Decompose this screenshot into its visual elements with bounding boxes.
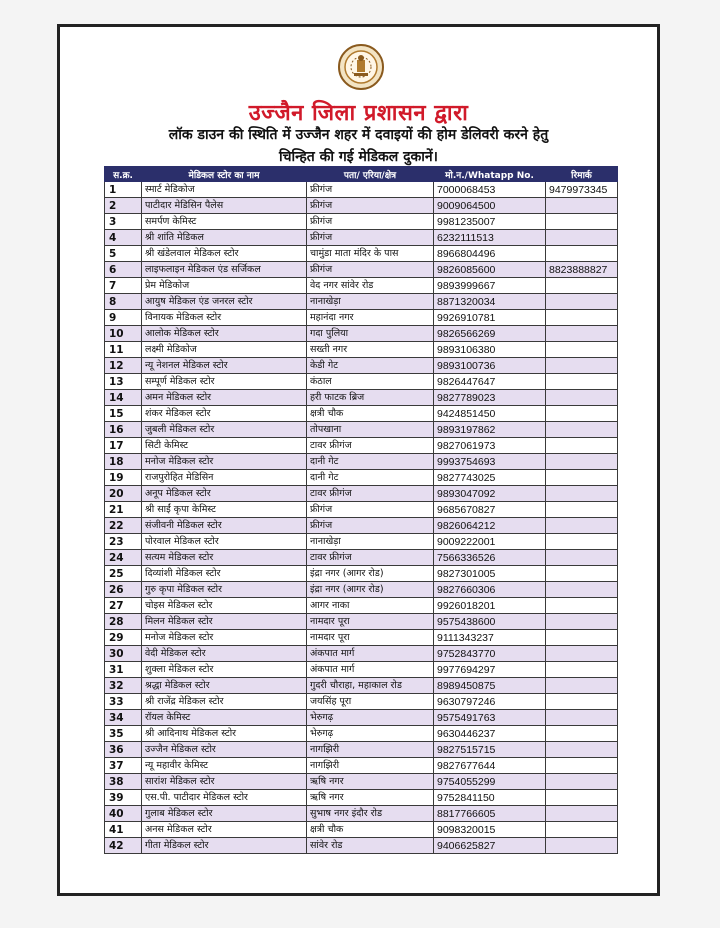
phone-cell: 9111343237: [434, 630, 546, 646]
phone-cell: 9926910781: [434, 310, 546, 326]
area-cell: चामुंडा माता मंदिर के पास: [307, 246, 434, 262]
col-header-serial: स.क्र.: [105, 167, 142, 182]
serial-cell: 24: [105, 550, 142, 566]
store-name-cell: स्मार्ट मेडिकोज: [142, 182, 307, 198]
area-cell: टावर फ्रीगंज: [307, 486, 434, 502]
remark-cell: [546, 422, 618, 438]
phone-cell: 9685670827: [434, 502, 546, 518]
area-cell: इंद्रा नगर (आगर रोड): [307, 566, 434, 582]
serial-cell: 35: [105, 726, 142, 742]
phone-cell: 9630446237: [434, 726, 546, 742]
store-name-cell: लक्ष्मी मेडिकोज: [142, 342, 307, 358]
area-cell: फ्रीगंज: [307, 182, 434, 198]
table-row: [105, 406, 618, 422]
state-emblem-icon: [337, 43, 385, 91]
area-cell: क्षत्री चौक: [307, 822, 434, 838]
remark-cell: [546, 278, 618, 294]
phone-cell: 9826447647: [434, 374, 546, 390]
phone-cell: 9893106380: [434, 342, 546, 358]
phone-cell: 9575491763: [434, 710, 546, 726]
serial-cell: 8: [105, 294, 142, 310]
remark-cell: [546, 486, 618, 502]
area-cell: कंठाल: [307, 374, 434, 390]
table-row: [105, 822, 618, 838]
area-cell: नामदार पूरा: [307, 614, 434, 630]
serial-cell: 37: [105, 758, 142, 774]
serial-cell: 22: [105, 518, 142, 534]
serial-cell: 28: [105, 614, 142, 630]
phone-cell: 9009064500: [434, 198, 546, 214]
phone-cell: 8966804496: [434, 246, 546, 262]
area-cell: फ्रीगंज: [307, 518, 434, 534]
area-cell: टावर फ्रीगंज: [307, 438, 434, 454]
phone-cell: 9827061973: [434, 438, 546, 454]
remark-cell: [546, 438, 618, 454]
remark-cell: [546, 550, 618, 566]
store-name-cell: अनस मेडिकल स्टोर: [142, 822, 307, 838]
table-row: [105, 310, 618, 326]
serial-cell: 10: [105, 326, 142, 342]
area-cell: भेरुगढ़: [307, 726, 434, 742]
remark-cell: [546, 710, 618, 726]
remark-cell: [546, 198, 618, 214]
serial-cell: 23: [105, 534, 142, 550]
store-name-cell: आयुष मेडिकल एंड जनरल स्टोर: [142, 294, 307, 310]
area-cell: दानी गेट: [307, 470, 434, 486]
area-cell: महानंदा नगर: [307, 310, 434, 326]
table-row: [105, 454, 618, 470]
phone-cell: 8871320034: [434, 294, 546, 310]
remark-cell: [546, 694, 618, 710]
serial-cell: 1: [105, 182, 142, 198]
remark-cell: [546, 470, 618, 486]
table-row: [105, 806, 618, 822]
remark-cell: [546, 598, 618, 614]
serial-cell: 41: [105, 822, 142, 838]
table-row: [105, 790, 618, 806]
store-name-cell: सम्पूर्ण मेडिकल स्टोर: [142, 374, 307, 390]
table-row: [105, 422, 618, 438]
remark-cell: [546, 406, 618, 422]
table-row: [105, 758, 618, 774]
table-row: [105, 630, 618, 646]
remark-cell: [546, 294, 618, 310]
phone-cell: 9893100736: [434, 358, 546, 374]
remark-cell: [546, 838, 618, 854]
table-row: [105, 438, 618, 454]
phone-cell: 9752843770: [434, 646, 546, 662]
serial-cell: 6: [105, 262, 142, 278]
table-row: [105, 390, 618, 406]
area-cell: दानी गेट: [307, 454, 434, 470]
store-name-cell: दिव्यांशी मेडिकल स्टोर: [142, 566, 307, 582]
store-name-cell: श्री खंडेलवाल मेडिकल स्टोर: [142, 246, 307, 262]
area-cell: नामदार पूरा: [307, 630, 434, 646]
store-name-cell: गीता मेडिकल स्टोर: [142, 838, 307, 854]
area-cell: भेरुगढ़: [307, 710, 434, 726]
area-cell: नागझिरी: [307, 742, 434, 758]
serial-cell: 19: [105, 470, 142, 486]
remark-cell: [546, 630, 618, 646]
phone-cell: 9575438600: [434, 614, 546, 630]
phone-cell: 6232111513: [434, 230, 546, 246]
store-name-cell: लाइफलाइन मेडिकल एंड सर्जिकल: [142, 262, 307, 278]
table-row: [105, 486, 618, 502]
serial-cell: 42: [105, 838, 142, 854]
store-name-cell: सारांश मेडिकल स्टोर: [142, 774, 307, 790]
serial-cell: 5: [105, 246, 142, 262]
area-cell: अंकपात मार्ग: [307, 646, 434, 662]
table-body: [105, 182, 618, 854]
area-cell: सख्ती नगर: [307, 342, 434, 358]
store-name-cell: चोइस मेडिकल स्टोर: [142, 598, 307, 614]
remark-cell: [546, 342, 618, 358]
store-name-cell: न्यू महावीर केमिस्ट: [142, 758, 307, 774]
store-name-cell: आलोक मेडिकल स्टोर: [142, 326, 307, 342]
remark-cell: [546, 806, 618, 822]
area-cell: आगर नाका: [307, 598, 434, 614]
remark-cell: [546, 758, 618, 774]
area-cell: ऋषि नगर: [307, 774, 434, 790]
table-row: [105, 566, 618, 582]
col-header-area: पता/ एरिया/क्षेत्र: [307, 167, 434, 182]
serial-cell: 4: [105, 230, 142, 246]
remark-cell: 9479973345: [546, 182, 618, 198]
serial-cell: 13: [105, 374, 142, 390]
remark-cell: 8823888827: [546, 262, 618, 278]
remark-cell: [546, 358, 618, 374]
table-row: [105, 614, 618, 630]
area-cell: गदा पुलिया: [307, 326, 434, 342]
area-cell: वेद नगर सांवेर रोड: [307, 278, 434, 294]
serial-cell: 39: [105, 790, 142, 806]
area-cell: ऋषि नगर: [307, 790, 434, 806]
table-row: [105, 374, 618, 390]
remark-cell: [546, 790, 618, 806]
store-name-cell: शुक्ला मेडिकल स्टोर: [142, 662, 307, 678]
store-name-cell: रॉयल केमिस्ट: [142, 710, 307, 726]
area-cell: फ्रीगंज: [307, 230, 434, 246]
phone-cell: 9827301005: [434, 566, 546, 582]
serial-cell: 18: [105, 454, 142, 470]
table-row: [105, 678, 618, 694]
subtitle-line-2: चिन्हित की गई मेडिकल दुकानें।: [279, 149, 438, 165]
store-name-cell: श्री आदिनाथ मेडिकल स्टोर: [142, 726, 307, 742]
remark-cell: [546, 454, 618, 470]
phone-cell: 9893197862: [434, 422, 546, 438]
table-row: [105, 342, 618, 358]
col-header-phone: मो.न./Whatapp No.: [434, 167, 546, 182]
store-name-cell: शंकर मेडिकल स्टोर: [142, 406, 307, 422]
table-row: [105, 518, 618, 534]
store-name-cell: प्रेम मेडिकोज: [142, 278, 307, 294]
remark-cell: [546, 582, 618, 598]
table-row: [105, 230, 618, 246]
table-row: [105, 326, 618, 342]
store-name-cell: गुलाब मेडिकल स्टोर: [142, 806, 307, 822]
remark-cell: [546, 662, 618, 678]
area-cell: क्षत्री चौक: [307, 406, 434, 422]
store-name-cell: मनोज मेडिकल स्टोर: [142, 454, 307, 470]
serial-cell: 11: [105, 342, 142, 358]
table-row: [105, 502, 618, 518]
remark-cell: [546, 214, 618, 230]
remark-cell: [546, 518, 618, 534]
phone-cell: 7566336526: [434, 550, 546, 566]
phone-cell: 9827789023: [434, 390, 546, 406]
store-name-cell: श्रद्धा मेडिकल स्टोर: [142, 678, 307, 694]
phone-cell: 7000068453: [434, 182, 546, 198]
store-name-cell: श्री राजेंद्र मेडिकल स्टोर: [142, 694, 307, 710]
remark-cell: [546, 822, 618, 838]
table-row: [105, 726, 618, 742]
remark-cell: [546, 246, 618, 262]
col-header-store-name: मेडिकल स्टोर का नाम: [142, 167, 307, 182]
area-cell: अंकपात मार्ग: [307, 662, 434, 678]
table-row: [105, 198, 618, 214]
serial-cell: 20: [105, 486, 142, 502]
area-cell: तोपखाना: [307, 422, 434, 438]
store-name-cell: गुरु कृपा मेडिकल स्टोर: [142, 582, 307, 598]
phone-cell: 9009222001: [434, 534, 546, 550]
table-row: [105, 214, 618, 230]
table-row: [105, 662, 618, 678]
phone-cell: 9977694297: [434, 662, 546, 678]
area-cell: जयसिंह पूरा: [307, 694, 434, 710]
remark-cell: [546, 646, 618, 662]
area-cell: गुदरी चौराहा, महाकाल रोड: [307, 678, 434, 694]
area-cell: नागझिरी: [307, 758, 434, 774]
serial-cell: 15: [105, 406, 142, 422]
remark-cell: [546, 326, 618, 342]
serial-cell: 14: [105, 390, 142, 406]
remark-cell: [546, 678, 618, 694]
store-name-cell: मिलन मेडिकल स्टोर: [142, 614, 307, 630]
serial-cell: 9: [105, 310, 142, 326]
phone-cell: 9893999667: [434, 278, 546, 294]
area-cell: फ्रीगंज: [307, 502, 434, 518]
serial-cell: 7: [105, 278, 142, 294]
remark-cell: [546, 390, 618, 406]
store-name-cell: राजपुरोहित मेडिसिन: [142, 470, 307, 486]
serial-cell: 38: [105, 774, 142, 790]
subtitle-line-1: लॉक डाउन की स्थिति में उज्जैन शहर में दवाइयों की होम डेलिवरी करने हेतु: [168, 127, 549, 143]
store-name-cell: वेदी मेडिकल स्टोर: [142, 646, 307, 662]
store-name-cell: पाटीदार मेडिसिन पैलेस: [142, 198, 307, 214]
table-row: [105, 742, 618, 758]
area-cell: सुभाष नगर इंदौर रोड: [307, 806, 434, 822]
area-cell: फ्रीगंज: [307, 262, 434, 278]
serial-cell: 3: [105, 214, 142, 230]
store-name-cell: जुबली मेडिकल स्टोर: [142, 422, 307, 438]
phone-cell: 9406625827: [434, 838, 546, 854]
remark-cell: [546, 742, 618, 758]
phone-cell: 9754055299: [434, 774, 546, 790]
document-page: [57, 24, 660, 896]
table-row: [105, 838, 618, 854]
table-row: [105, 358, 618, 374]
area-cell: नानाखेड़ा: [307, 534, 434, 550]
phone-cell: 9424851450: [434, 406, 546, 422]
area-cell: टावर फ्रीगंज: [307, 550, 434, 566]
phone-cell: 9630797246: [434, 694, 546, 710]
phone-cell: 9893047092: [434, 486, 546, 502]
area-cell: फ्रीगंज: [307, 198, 434, 214]
table-row: [105, 598, 618, 614]
serial-cell: 29: [105, 630, 142, 646]
table-row: [105, 774, 618, 790]
table-row: [105, 262, 618, 278]
page-title: उज्जैन जिला प्रशासन द्वारा: [248, 101, 469, 126]
table-row: [105, 550, 618, 566]
remark-cell: [546, 502, 618, 518]
store-name-cell: मनोज मेडिकल स्टोर: [142, 630, 307, 646]
store-name-cell: संजीवनी मेडिकल स्टोर: [142, 518, 307, 534]
serial-cell: 32: [105, 678, 142, 694]
serial-cell: 21: [105, 502, 142, 518]
phone-cell: 9826566269: [434, 326, 546, 342]
area-cell: फ्रीगंज: [307, 214, 434, 230]
table-row: [105, 470, 618, 486]
phone-cell: 9826064212: [434, 518, 546, 534]
phone-cell: 9827743025: [434, 470, 546, 486]
phone-cell: 9098320015: [434, 822, 546, 838]
phone-cell: 8989450875: [434, 678, 546, 694]
remark-cell: [546, 726, 618, 742]
serial-cell: 26: [105, 582, 142, 598]
phone-cell: 8817766605: [434, 806, 546, 822]
table-row: [105, 646, 618, 662]
phone-cell: 9993754693: [434, 454, 546, 470]
area-cell: इंद्रा नगर (आगर रोड): [307, 582, 434, 598]
remark-cell: [546, 374, 618, 390]
serial-cell: 16: [105, 422, 142, 438]
serial-cell: 40: [105, 806, 142, 822]
table-row: [105, 246, 618, 262]
table-row: [105, 278, 618, 294]
table-row: [105, 582, 618, 598]
store-name-cell: सत्यम मेडिकल स्टोर: [142, 550, 307, 566]
table-header-row: [105, 167, 618, 182]
phone-cell: 9827677644: [434, 758, 546, 774]
phone-cell: 9827660306: [434, 582, 546, 598]
phone-cell: 9752841150: [434, 790, 546, 806]
serial-cell: 25: [105, 566, 142, 582]
serial-cell: 12: [105, 358, 142, 374]
area-cell: नानाखेड़ा: [307, 294, 434, 310]
serial-cell: 2: [105, 198, 142, 214]
store-name-cell: अमन मेडिकल स्टोर: [142, 390, 307, 406]
table-row: [105, 534, 618, 550]
remark-cell: [546, 534, 618, 550]
store-name-cell: पोरवाल मेडिकल स्टोर: [142, 534, 307, 550]
remark-cell: [546, 566, 618, 582]
serial-cell: 31: [105, 662, 142, 678]
serial-cell: 34: [105, 710, 142, 726]
store-name-cell: विनायक मेडिकल स्टोर: [142, 310, 307, 326]
table-row: [105, 294, 618, 310]
store-name-cell: उज्जैन मेडिकल स्टोर: [142, 742, 307, 758]
table-row: [105, 182, 618, 198]
store-name-cell: श्री शांति मेडिकल: [142, 230, 307, 246]
phone-cell: 9926018201: [434, 598, 546, 614]
serial-cell: 36: [105, 742, 142, 758]
phone-cell: 9827515715: [434, 742, 546, 758]
store-name-cell: एस.पी. पाटीदार मेडिकल स्टोर: [142, 790, 307, 806]
store-name-cell: श्री साईं कृपा केमिस्ट: [142, 502, 307, 518]
table-row: [105, 694, 618, 710]
store-name-cell: समर्पण केमिस्ट: [142, 214, 307, 230]
store-name-cell: सिटी केमिस्ट: [142, 438, 307, 454]
remark-cell: [546, 774, 618, 790]
col-header-remark: रिमार्क: [546, 167, 618, 182]
store-name-cell: न्यू नेशनल मेडिकल स्टोर: [142, 358, 307, 374]
table-row: [105, 710, 618, 726]
phone-cell: 9981235007: [434, 214, 546, 230]
area-cell: सांवेर रोड: [307, 838, 434, 854]
remark-cell: [546, 310, 618, 326]
medical-store-table: [104, 166, 618, 854]
area-cell: हरी फाटक ब्रिज: [307, 390, 434, 406]
area-cell: केडी गेट: [307, 358, 434, 374]
store-name-cell: अनूप मेडिकल स्टोर: [142, 486, 307, 502]
serial-cell: 30: [105, 646, 142, 662]
serial-cell: 33: [105, 694, 142, 710]
remark-cell: [546, 614, 618, 630]
remark-cell: [546, 230, 618, 246]
phone-cell: 9826085600: [434, 262, 546, 278]
serial-cell: 17: [105, 438, 142, 454]
serial-cell: 27: [105, 598, 142, 614]
